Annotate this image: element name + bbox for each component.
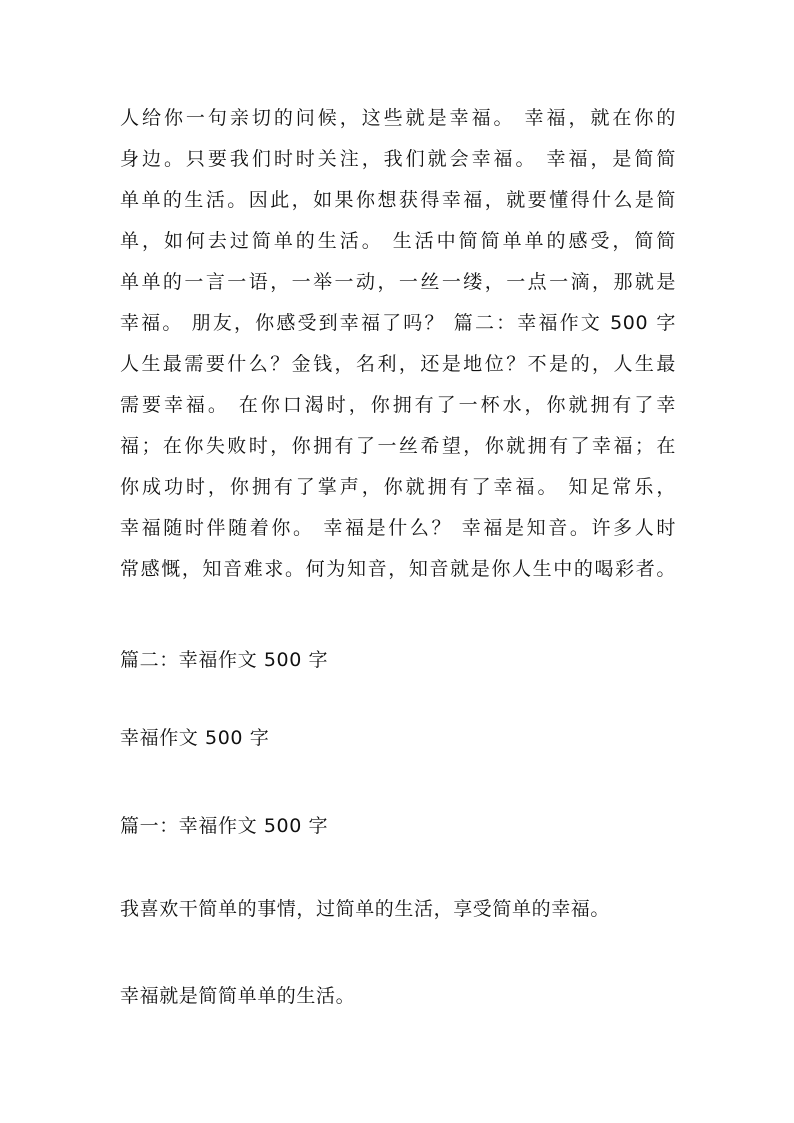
paragraph-line: 你成功时，你拥有了掌声，你就拥有了幸福。 知足常乐，: [120, 476, 676, 498]
paragraph-line: 身边。只要我们时时关注，我们就会幸福。 幸福，是简简: [120, 148, 676, 170]
intro-paragraph: 我喜欢干简单的事情，过简单的生活，享受简单的幸福。: [120, 898, 611, 920]
main-paragraph: [120, 98, 676, 590]
paragraph-line: 常感慨，知音难求。何为知音，知音就是你人生中的喝彩者。: [120, 558, 676, 580]
section-heading-two: 篇二：幸福作文 500 字: [120, 649, 329, 671]
paragraph-line: 幸福随时伴随着你。 幸福是什么？ 幸福是知音。许多人时: [120, 517, 676, 539]
section-heading-one: 篇一：幸福作文 500 字: [120, 815, 329, 837]
paragraph-line: 人给你一句亲切的问候，这些就是幸福。 幸福，就在你的: [120, 107, 676, 129]
paragraph-line: 人生最需要什么？金钱，名利，还是地位？不是的，人生最: [120, 353, 676, 375]
paragraph-line: 单单的一言一语，一举一动，一丝一缕，一点一滴，那就是: [120, 271, 676, 293]
essay-title: 幸福作文 500 字: [120, 727, 270, 749]
paragraph-line: 福；在你失败时，你拥有了一丝希望，你就拥有了幸福；在: [120, 435, 676, 457]
summary-paragraph: 幸福就是简简单单的生活。: [120, 985, 356, 1007]
paragraph-line: 幸福。 朋友，你感受到幸福了吗？ 篇二：幸福作文 500 字: [120, 312, 676, 334]
paragraph-line: 单，如何去过简单的生活。 生活中简简单单的感受，简简: [120, 230, 676, 252]
paragraph-line: 需要幸福。 在你口渴时，你拥有了一杯水，你就拥有了幸: [120, 394, 676, 416]
paragraph-line: 单单的生活。因此，如果你想获得幸福，就要懂得什么是简: [120, 189, 676, 211]
